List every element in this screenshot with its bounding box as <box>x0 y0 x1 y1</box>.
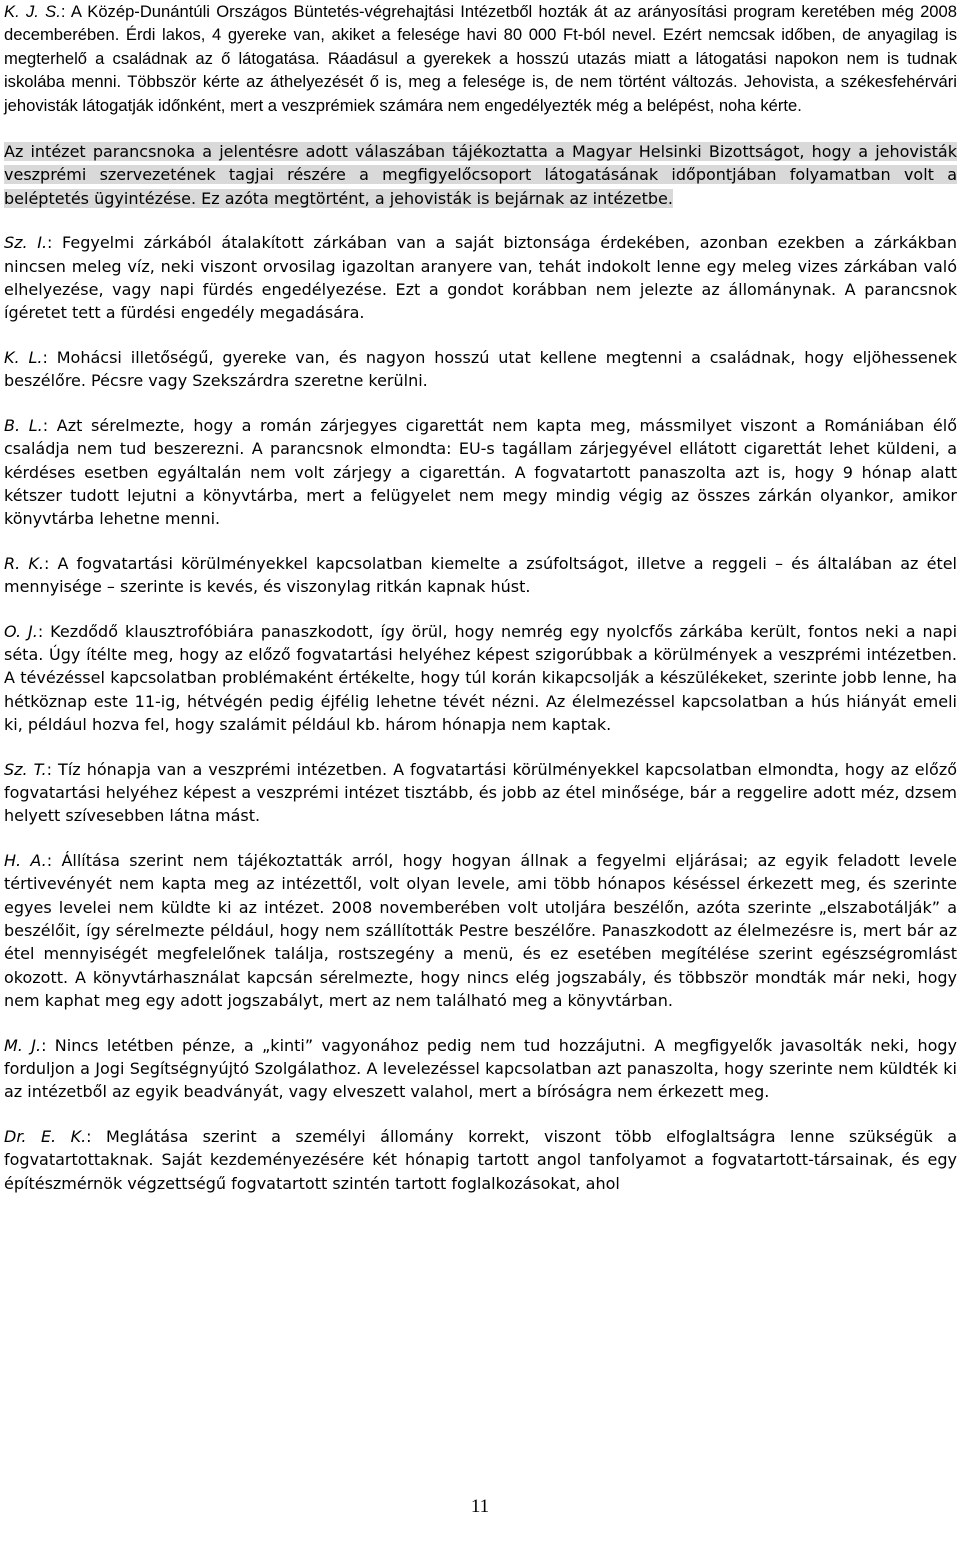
paragraph-text: Fegyelmi zárkából átalakított zárkában van a saját biztonsága érdekében, azonban ezekben a zárkákban nincsen meleg víz, neki viszont orvosilag igazoltan aranyere van, tehát indokolt lenne egy meleg vizes zárkában való elhelyezése, vagy napi fürdés engedélyezése. Ezt a gondot korábban nem jelezte az állománynak. A parancsnok ígéretet tett a fürdési engedély megadására. <box>4 233 957 323</box>
paragraph-text: Nincs letétben pénze, a „kinti” vagyonához pedig nem tud hozzájutni. A megfigyelők javasolták neki, hogy forduljon a Jogi Segítségnyújtó Szolgálathoz. A levelezéssel kapcsolatban azt panaszolta, hogy szerinte nem küldték ki az intézetből az egyik beadványát, vagy elveszett valahol, mert a bíróságra nem érkezett meg. <box>4 1035 958 1102</box>
inmate-initials: K. L. <box>4 347 43 367</box>
inmate-initials: Sz. I. <box>4 233 48 253</box>
initials-separator: : <box>46 850 53 870</box>
paragraph-mj <box>4 1034 957 1104</box>
inmate-initials: M. J. <box>4 1035 42 1055</box>
paragraph-kl <box>4 346 957 393</box>
highlighted-text: Az intézet parancsnoka a jelentésre adott válaszában tájékoztatta a Magyar Helsinki Bizottságot, hogy a jehovisták veszprémi szervezetének tagjai részére a megfigyelőcsoport látogatásának időpontjában folyamatban volt a beléptetés ügyintézése. Ez azóta megtörtént, a jehovisták is bejárnak az intézetbe. <box>4 142 957 208</box>
document-page <box>4 0 957 1195</box>
paragraph-rk <box>4 552 957 599</box>
paragraph-ha <box>4 849 957 1013</box>
paragraph-szi <box>4 231 957 325</box>
initials-separator: : <box>42 347 48 367</box>
paragraph-text: A fogvatartási körülményekkel kapcsolatban kiemelte a zsúfoltságot, illetve a reggeli – és általában az étel mennyisége – szerinte is kevés, és viszonylag ritkán kapnak húst. <box>4 553 958 597</box>
paragraph-text: Állítása szerint nem tájékoztatták arról, hogy hogyan állnak a fegyelmi eljárásai; az egyik feladott levele tértivevényét nem kapta meg az intézettől, volt olyan levele, ami több hónapos késéssel érkezett meg, és szerinte egyes levelei nem küldte ki az intézet. 2008 novemberében volt utoljára beszélőn, azóta szerinte „elszabotálják” a beszélőit, így sérelmezte például, hogy nem szállították Pestre beszélőre. Panaszkodott az élelmezésre is, mert bár az étel mennyiségét megfelelőnek találja, rostszegény a menü, és ez esetében megítélése szerint egészségromlást okozott. A könyvtárhasználat kapcsán sérelmezte, hogy nincs elég jogszabály, és többször mondták már neki, hogy nem kaphat meg egy adott jogszabályt, mert az nem található meg a könyvtárban. <box>4 850 958 1011</box>
initials-separator: : <box>86 1126 92 1146</box>
paragraph-text: Mohácsi illetőségű, gyereke van, és nagyon hosszú utat kellene megtenni a családnak, hogy eljöhessenek beszélőre. Pécsre vagy Szekszárdra szeretne kerülni. <box>4 347 957 391</box>
initials-separator: : <box>41 1035 47 1055</box>
paragraph-text: Kezdődő klausztrofóbiára panaszkodott, így örül, hogy nemrég egy nyolcfős zárkába került, fontos neki a napi séta. Úgy ítélte meg, hogy az előző fogvatartási helyéhez képest szigorúbbak a körülmények a veszprémi intézetben. A tévézéssel kapcsolatban problémaként értékelte, hogy túl korán kikapcsolják a készülékeket, szerinte jobb lenne, ha hétköznap este 11-ig, hétvégén pedig éjfélig lehetne tévét nézni. Az élelmezéssel kapcsolatban a hús hiányát emeli ki, például hozva fel, hogy szalámit például kb. három hónapja nem kaptak. <box>4 621 958 735</box>
inmate-initials: H. A. <box>4 850 47 870</box>
inmate-initials: Sz. T. <box>4 759 47 779</box>
paragraph-text: Meglátása szerint a személyi állomány korrekt, viszont több elfoglaltságra lenne szükségük a fogvatartottaknak. Saját kezdeményezésére két hónapig tartott angol tanfolyamot a fogvatartott-társainak, és egy építészmérnök végzettségű fogvatartott szintén tartott foglalkozásokat, ahol <box>4 1126 957 1193</box>
paragraph-szt <box>4 758 957 828</box>
paragraph-commander-response <box>4 140 957 210</box>
paragraph-text: A Közép-Dunántúli Országos Büntetés-végrehajtási Intézetből hozták át az arányosítási program keretében még 2008 decemberében. Érdi lakos, 4 gyereke van, akiket a felesége havi 80 000 Ft-ból nevel. Ezért nemcsak időben, de anyagilag is megterhelő a családnak az ő látogatása. Ráadásul a gyerekek a hosszú utazás miatt a látogatási napokon nem is tudnak iskolába menni. Többször kérte az áthelyezését ő is, meg a felesége is, de nem történt változás. Jehovista, a székesfehérvári jehovisták látogatják időnként, mert a veszprémiek számára nem engedélyezték még a belépést, noha kérte. <box>4 2 957 115</box>
initials-separator: : <box>42 415 49 435</box>
inmate-initials: K. J. S. <box>4 2 61 21</box>
inmate-initials: R. K. <box>4 553 44 573</box>
paragraph-text: Azt sérelmezte, hogy a román zárjegyes cigarettát nem kapta meg, mássmilyet viszont a Romániában élő családja nem tud beszerezni. A parancsnok elmondta: EU-s tagállam zárjegyével ellátott cigarettát lehet küldeni, a kérdéses esetben egyáltalán nem volt zárjegy a cigarettán. A fogvatartott panaszolta azt is, hogy 9 hónap alatt kétszer tudott lejutni a könyvtárba, mert a felügyelet nem megy mindig végig az összes zárkán olyankor, amikor könyvtárba lehetne menni. <box>4 415 957 529</box>
page-number: 11 <box>470 1496 490 1517</box>
initials-separator: : <box>60 2 66 21</box>
paragraph-oj <box>4 620 957 737</box>
paragraph-text: Tíz hónapja van a veszprémi intézetben. A fogvatartási körülményekkel kapcsolatban elmondta, hogy az előző fogvatartási helyéhez képest a veszprémi intézet tisztább, és jobb az étel minősége, bár a reggelire adott méz, dzsem helyett szívesebben látna mást. <box>4 759 958 826</box>
inmate-initials: Dr. E. K. <box>4 1126 87 1146</box>
initials-separator: : <box>43 553 50 573</box>
inmate-initials: B. L. <box>4 415 43 435</box>
paragraph-bl <box>4 414 957 531</box>
paragraph-drek <box>4 1125 957 1195</box>
inmate-initials: O. J. <box>4 621 38 641</box>
initials-separator: : <box>46 759 53 779</box>
paragraph-kjs <box>4 0 957 117</box>
initials-separator: : <box>37 621 44 641</box>
initials-separator: : <box>47 233 53 253</box>
